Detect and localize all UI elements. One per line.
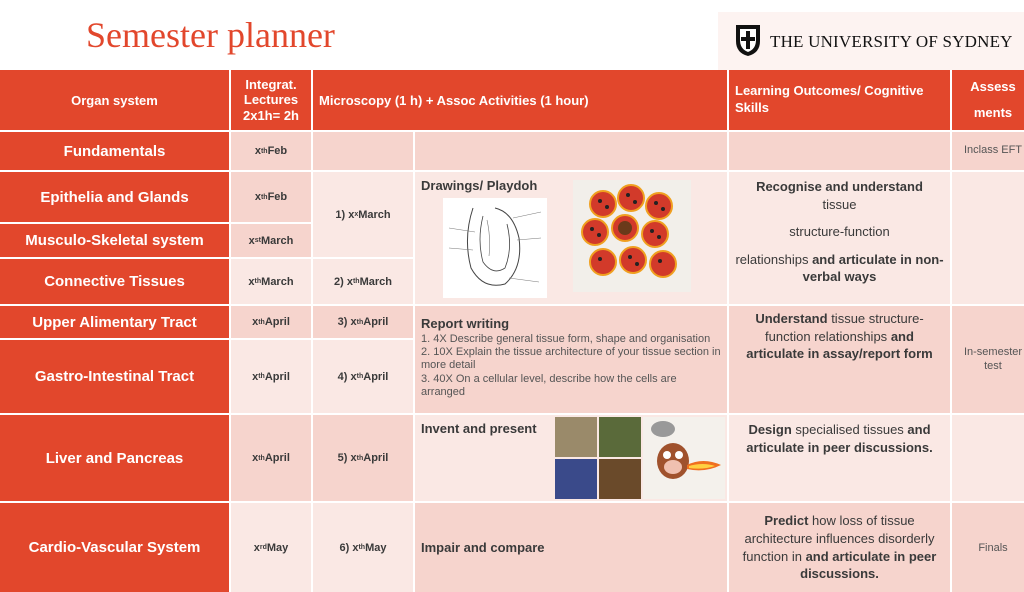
activity-title: Drawings/ Playdoh [421, 178, 538, 193]
report-item: 2. 10X Explain the tissue architecture of your tissue section in more detail [421, 346, 721, 372]
activity-drawings [415, 172, 727, 304]
lecture-date: x rd May [231, 503, 311, 592]
outcome-recognise: Recognise and understand tissue structure-function relationships and articulate in non-verbal ways [729, 172, 950, 304]
lecture-date: x th March [231, 259, 311, 304]
practical-session: 1) x x March [313, 172, 413, 257]
assessment-finals: Finals [952, 503, 1024, 592]
organ-musculo: Musculo-Skeletal system [0, 224, 229, 257]
practical-session: 2) x th March [313, 259, 413, 304]
practical-session: 5) x th April [313, 415, 413, 501]
header-assessments: Assess ments [952, 70, 1024, 130]
header-organ: Organ system [0, 70, 229, 130]
outcome-empty [729, 132, 950, 170]
outcome-predict: Predict how loss of tissue architecture influences disorderly function in and articulate in peer discussions. [729, 503, 950, 592]
histology-sketch-image [443, 198, 547, 298]
leaves-image [599, 417, 641, 457]
outcome-design: Design specialised tissues and articulate in peer discussions. [729, 415, 950, 501]
header-microscopy: Microscopy (1 h) + Assoc Activities (1 hour) [313, 70, 727, 130]
activity-title: Impair and compare [421, 540, 545, 555]
cereal-box-image [555, 459, 597, 499]
playdoh-model-image [573, 180, 691, 292]
lecture-date: x th April [231, 340, 311, 413]
activity-title: Report writing [421, 316, 510, 331]
lecture-date: x th April [231, 415, 311, 501]
lecture-date: x st March [231, 224, 311, 257]
organ-fundamentals: Fundamentals [0, 132, 229, 170]
university-logo [718, 12, 1024, 70]
assessment-empty [952, 415, 1024, 501]
activity-impair [415, 503, 727, 592]
assessment-empty [952, 172, 1024, 304]
header-lectures: Integrat. Lectures 2x1h= 2h [231, 70, 311, 130]
practical-empty [313, 132, 413, 170]
outcome-understand: Understand tissue structure-function relationships and articulate in assay/report form [729, 306, 950, 413]
assessment-inclass: Inclass EFT [952, 132, 1024, 170]
lecture-date: x th Feb [231, 132, 311, 170]
activity-invent [415, 415, 727, 501]
organ-liver: Liver and Pancreas [0, 415, 229, 501]
organ-cardio: Cardio-Vascular System [0, 503, 229, 592]
activity-report-writing [415, 306, 727, 413]
page-title: Semester planner [86, 15, 335, 55]
assessment-in-semester: In-semester test [952, 306, 1024, 413]
organ-epithelia: Epithelia and Glands [0, 172, 229, 222]
report-item: 3. 40X On a cellular level, describe how the cells are arranged [421, 372, 677, 398]
planner-table [0, 70, 1024, 582]
university-name: THE UNIVERSITY OF SYDNEY [770, 32, 1013, 51]
organ-upper-alimentary: Upper Alimentary Tract [0, 306, 229, 338]
organ-connective: Connective Tissues [0, 259, 229, 304]
practical-session: 3) x th April [313, 306, 413, 338]
practical-session: 4) x th April [313, 340, 413, 413]
crest-icon [734, 23, 762, 57]
fire-breathing-cow-image [643, 417, 725, 499]
header-outcomes: Learning Outcomes/ Cognitive Skills [729, 70, 950, 130]
activity-title: Invent and present [421, 421, 537, 436]
organ-gastro: Gastro-Intestinal Tract [0, 340, 229, 413]
lecture-date: x th Feb [231, 172, 311, 222]
report-item: 1. 4X Describe general tissue form, shape and organisation [421, 333, 711, 345]
practical-session: 6) x th May [313, 503, 413, 592]
lecture-date: x th April [231, 306, 311, 338]
rabbit-image [555, 417, 597, 457]
cereal-bowl-image [599, 459, 641, 499]
activity-empty [415, 132, 727, 170]
